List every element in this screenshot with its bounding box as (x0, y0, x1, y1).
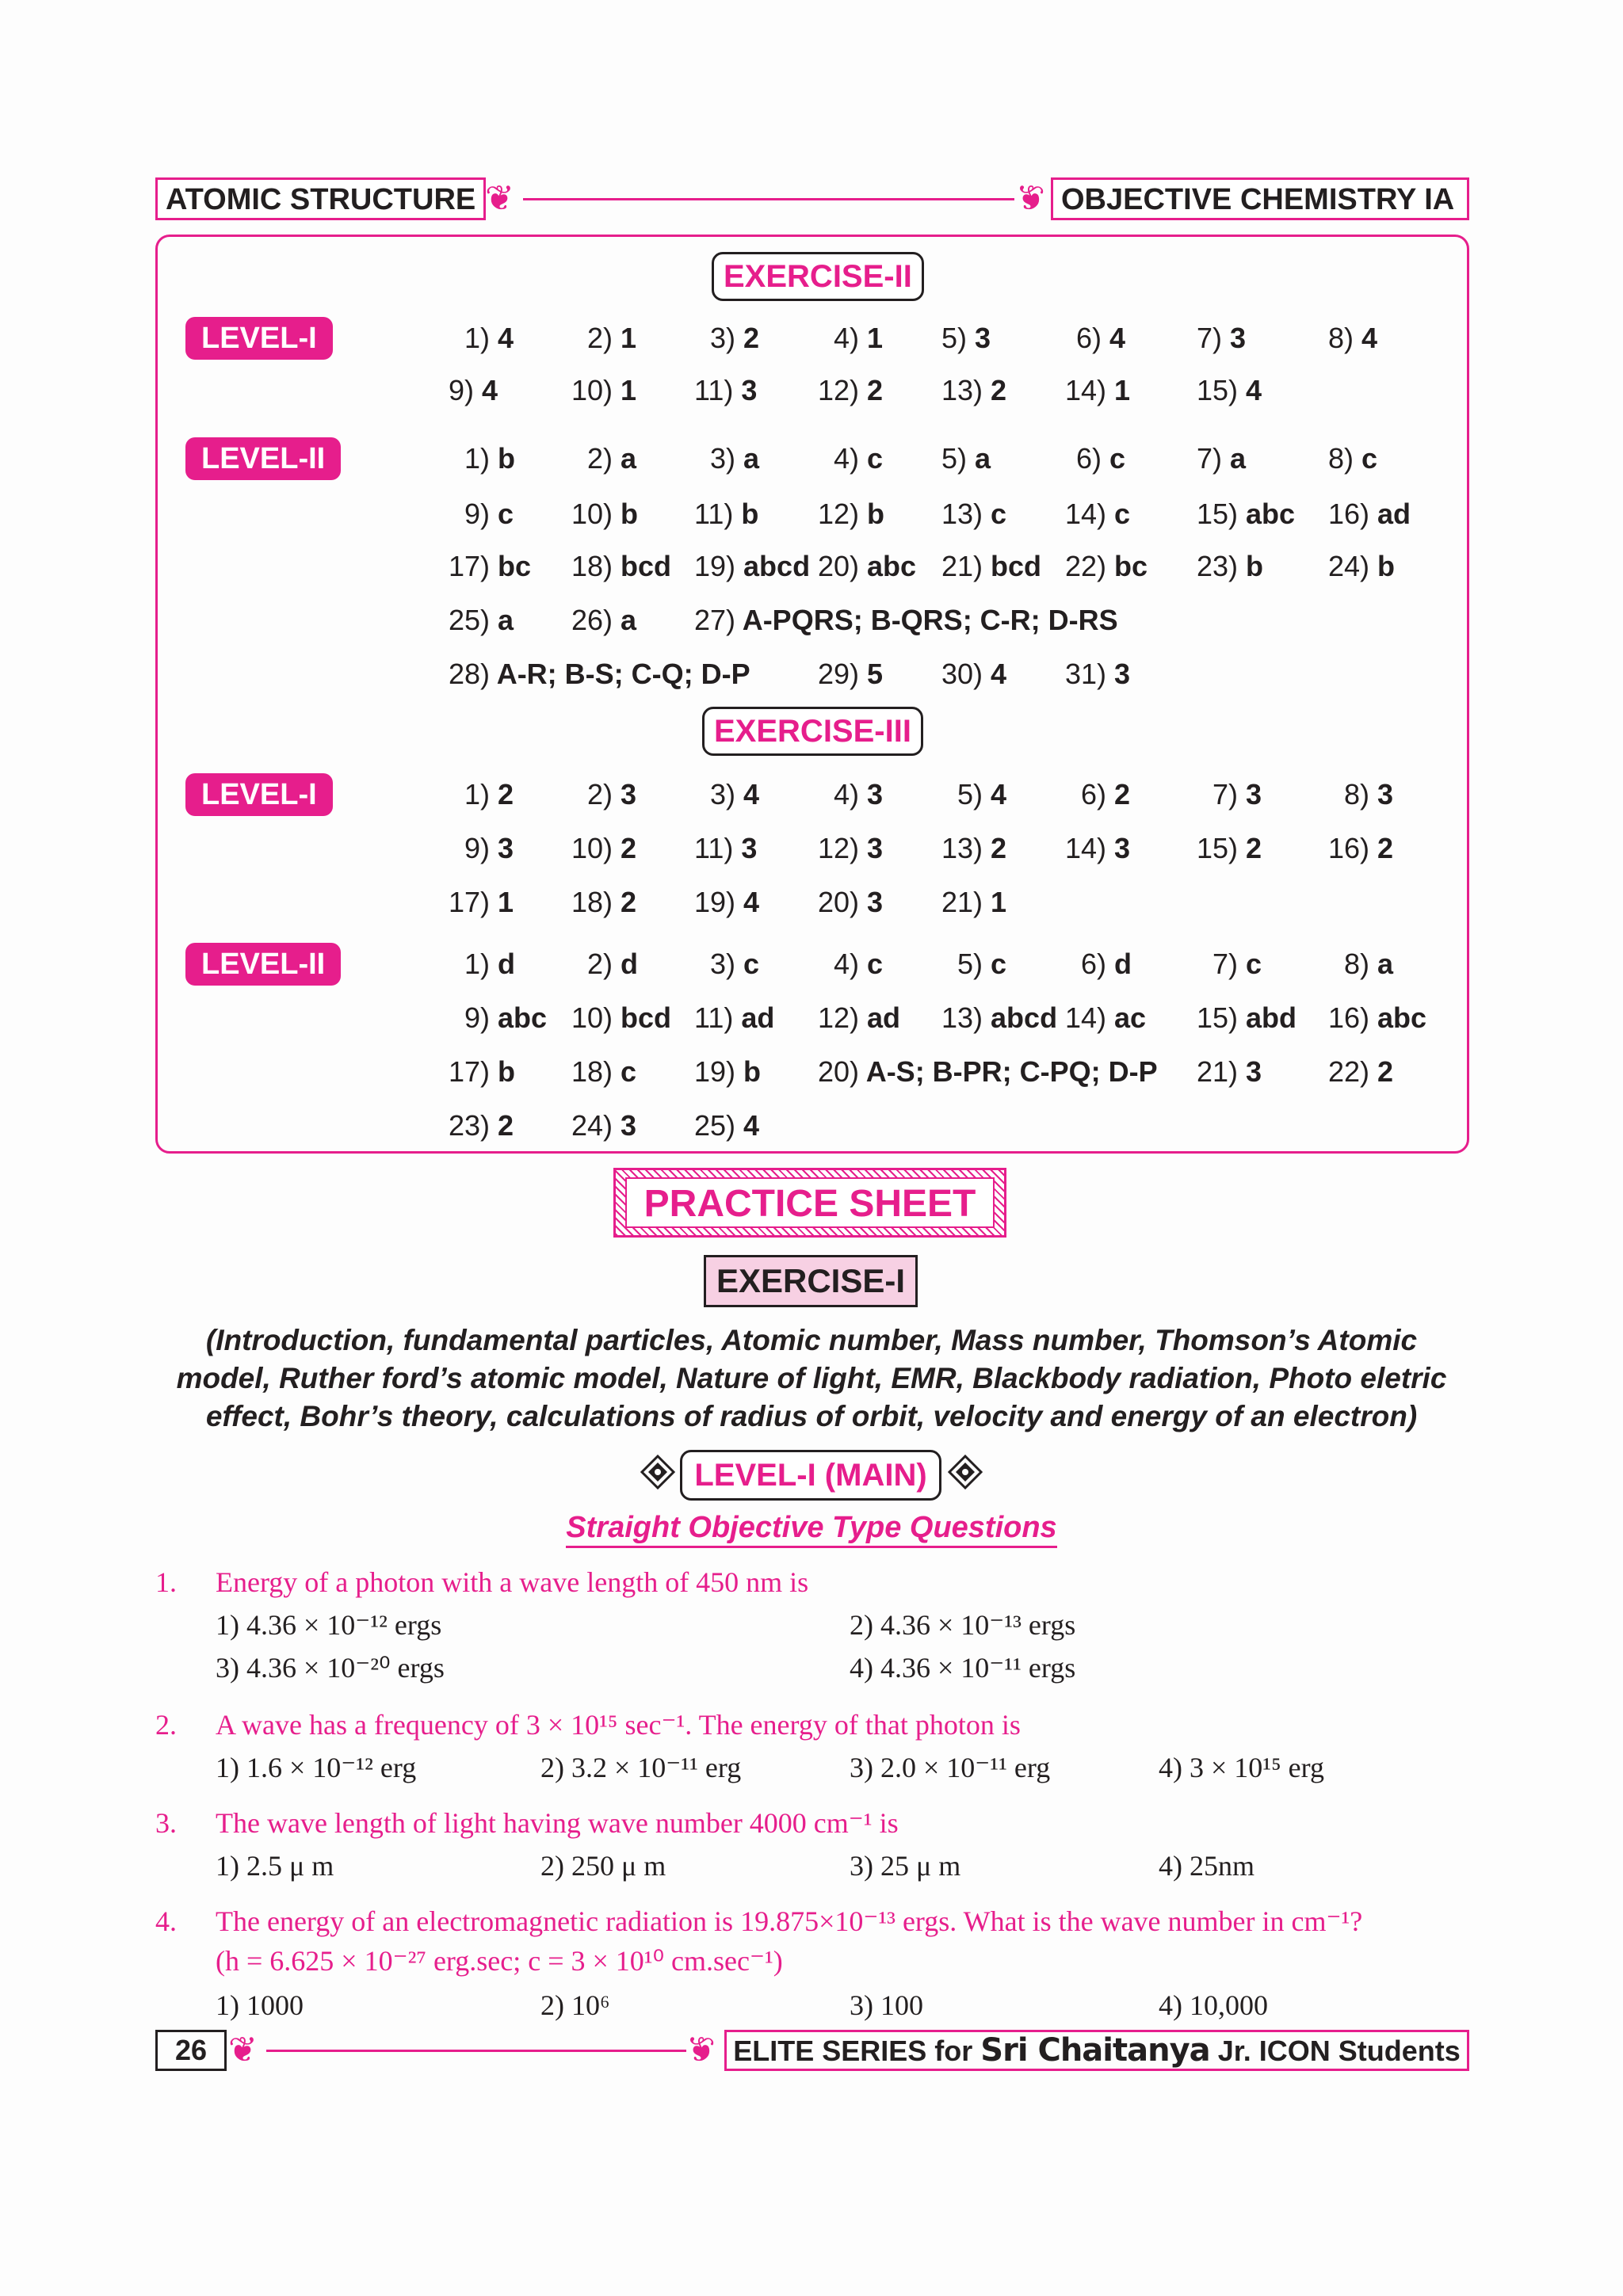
answer-entry: 1) d (464, 948, 516, 980)
answer-entry: 12) b (818, 498, 885, 530)
question-1-number: 1. (155, 1566, 177, 1598)
answer-entry: 9) 4 (449, 374, 498, 406)
answer-entry: 17) bc (449, 550, 532, 582)
answer-entry: 1) 4 (464, 322, 514, 354)
answer-entry: 3) c (710, 948, 760, 980)
ex3-level-i-badge: LEVEL-I (185, 773, 333, 816)
answer-entry: 7) c (1212, 948, 1262, 980)
answer-entry: 3) 4 (710, 778, 760, 810)
question-2-text: A wave has a frequency of 3 × 10¹⁵ sec⁻¹. The energy of that photon is (216, 1709, 1021, 1741)
question-3-text: The wave length of light having wave number 4000 cm⁻¹ is (216, 1807, 899, 1839)
question-4-option-3: 3) 100 (850, 1989, 923, 2021)
answer-entry: 15) 2 (1197, 832, 1262, 864)
question-2-option-3: 3) 2.0 × 10⁻¹¹ erg (850, 1752, 1051, 1783)
question-4-option-4: 4) 10,000 (1159, 1989, 1268, 2021)
footer-series-label: ELITE SERIES for Sri Chaitanya Jr. ICON Students (724, 2030, 1469, 2071)
question-1-option-2: 2) 4.36 × 10⁻¹³ ergs (850, 1609, 1076, 1641)
answer-entry: 13) abcd (941, 1001, 1058, 1034)
flourish-ornament-icon: ❦ (686, 2031, 716, 2069)
answer-entry: 7) a (1197, 442, 1247, 475)
question-1-option-4: 4) 4.36 × 10⁻¹¹ ergs (850, 1652, 1076, 1684)
exercise-i-title: EXERCISE-I (704, 1255, 918, 1307)
answer-entry: 11) 3 (694, 374, 758, 406)
answer-entry: 10) bcd (571, 1001, 672, 1034)
flourish-ornament-icon: ❦ (485, 179, 514, 218)
question-3-number: 3. (155, 1807, 177, 1839)
answer-entry: 3) a (710, 442, 760, 475)
answer-entry: 31) 3 (1065, 658, 1131, 690)
answer-entry: 21) 1 (941, 886, 1007, 918)
answer-entry: 14) 3 (1065, 832, 1131, 864)
answer-entry: 12) 3 (818, 832, 884, 864)
question-2-option-4: 4) 3 × 10¹⁵ erg (1159, 1752, 1324, 1783)
answer-entry: 1) 2 (464, 778, 514, 810)
topics-list: (Introduction, fundamental particles, Atomic number, Mass number, Thomson’s Atomic model, Ruther ford’s atomic model, Nature of light, EMR, Blackbody radiation, Photo eletric effect, Bohr’s theory, calculations of radius of orbit, velocity and energy of an electron) (176, 1324, 1447, 1432)
answer-entry: 8) 3 (1344, 778, 1394, 810)
flourish-ornament-icon: ❦ (228, 2031, 258, 2069)
answer-entry: 15) abd (1197, 1001, 1297, 1034)
answer-entry: 2) 3 (587, 778, 637, 810)
answer-entry: 2) 1 (587, 322, 637, 354)
answer-entry: 15) abc (1197, 498, 1296, 530)
practice-sheet-title: PRACTICE SHEET (625, 1177, 995, 1228)
answer-entry: 17) b (449, 1055, 516, 1088)
answer-entry: 12) 2 (818, 374, 884, 406)
answer-entry: 5) 4 (957, 778, 1007, 810)
question-4-text: The energy of an electromagnetic radiation is 19.875×10⁻¹³ ergs. What is the wave number in cm⁻¹? (216, 1905, 1363, 1937)
answer-entry: 13) 2 (941, 374, 1007, 406)
answer-entry: 28) A-R; B-S; C-Q; D-P (449, 658, 750, 690)
question-3-option-3: 3) 25 μ m (850, 1850, 961, 1882)
answer-entry: 2) d (587, 948, 639, 980)
answer-entry: 4) 1 (834, 322, 884, 354)
ex2-level-ii-badge: LEVEL-II (185, 437, 341, 480)
answer-entry: 10) b (571, 498, 639, 530)
answer-entry: 17) 1 (449, 886, 514, 918)
answer-entry: 19) 4 (694, 886, 760, 918)
answer-entry: 5) a (941, 442, 991, 475)
answer-entry: 25) a (449, 604, 514, 636)
answer-entry: 3) 2 (710, 322, 760, 354)
answer-entry: 5) c (957, 948, 1007, 980)
ornament-diamond-icon (640, 1455, 675, 1489)
question-4-constants: (h = 6.625 × 10⁻²⁷ erg.sec; c = 3 × 10¹⁰ cm.sec⁻¹) (216, 1945, 783, 1977)
level-i-main-title: LEVEL-I (MAIN) (680, 1450, 941, 1501)
question-1-text (216, 1564, 808, 1600)
answer-entry: 16) abc (1328, 1001, 1427, 1034)
answer-entry: 20) A-S; B-PR; C-PQ; D-P (818, 1055, 1158, 1088)
answer-entry: 26) a (571, 604, 637, 636)
answer-entry: 9) 3 (464, 832, 514, 864)
answer-entry: 6) c (1076, 442, 1126, 475)
answer-entry: 13) c (941, 498, 1007, 530)
answer-entry: 4) 3 (834, 778, 884, 810)
answer-entry: 14) c (1065, 498, 1131, 530)
question-3-option-1: 1) 2.5 μ m (216, 1850, 334, 1882)
answer-entry: 23) b (1197, 550, 1264, 582)
page-number: 26 (155, 2030, 227, 2071)
ex2-level-i-badge: LEVEL-I (185, 317, 333, 360)
answer-entry: 11) b (694, 498, 759, 530)
answer-entry: 6) 4 (1076, 322, 1126, 354)
answer-entry: 13) 2 (941, 832, 1007, 864)
exercise-iii-title: EXERCISE-III (702, 707, 923, 756)
answer-entry: 15) 4 (1197, 374, 1262, 406)
answer-entry: 20) abc (818, 550, 917, 582)
answer-entry: 8) 4 (1328, 322, 1378, 354)
answer-entry: 4) c (834, 948, 884, 980)
answer-entry: 16) ad (1328, 498, 1411, 530)
answer-entry: 22) bc (1065, 550, 1148, 582)
answer-entry: 2) a (587, 442, 637, 475)
answer-entry: 8) c (1328, 442, 1378, 475)
answer-entry: 9) abc (464, 1001, 548, 1034)
answer-entry: 7) 3 (1197, 322, 1247, 354)
answer-entry: 6) 2 (1081, 778, 1131, 810)
brand-name: Sri Chaitanya (980, 2032, 1210, 2069)
question-text: Energy of a photon with a wave length of 450 nm is (216, 1566, 809, 1598)
ex3-level-ii-badge: LEVEL-II (185, 943, 341, 986)
question-2-option-2: 2) 3.2 × 10⁻¹¹ erg (540, 1752, 742, 1783)
answer-entry: 24) b (1328, 550, 1396, 582)
answer-entry: 11) ad (694, 1001, 775, 1034)
question-2-number: 2. (155, 1709, 177, 1741)
answer-entry: 24) 3 (571, 1109, 637, 1142)
answer-entry: 21) bcd (941, 550, 1042, 582)
answer-entry: 27) A-PQRS; B-QRS; C-R; D-RS (694, 604, 1118, 636)
answer-entry: 14) ac (1065, 1001, 1147, 1034)
answer-entry: 23) 2 (449, 1109, 514, 1142)
exercise-ii-title: EXERCISE-II (712, 252, 924, 301)
answer-entry: 7) 3 (1212, 778, 1262, 810)
answer-entry: 19) abcd (694, 550, 811, 582)
answer-entry: 11) 3 (694, 832, 758, 864)
answer-entry: 12) ad (818, 1001, 901, 1034)
question-1-option-1: 1) 4.36 × 10⁻¹² ergs (216, 1609, 442, 1641)
answer-entry: 16) 2 (1328, 832, 1394, 864)
answer-entry: 1) b (464, 442, 516, 475)
answer-entry: 25) 4 (694, 1109, 760, 1142)
answer-entry: 19) b (694, 1055, 762, 1088)
answer-entry: 14) 1 (1065, 374, 1131, 406)
question-1-option-3: 3) 4.36 × 10⁻²⁰ ergs (216, 1652, 445, 1684)
question-3-option-4: 4) 25nm (1159, 1850, 1254, 1882)
answer-entry: 29) 5 (818, 658, 884, 690)
header-rule (523, 198, 1014, 200)
answer-entry: 18) bcd (571, 550, 672, 582)
answer-entry: 8) a (1344, 948, 1394, 980)
answer-entry: 4) c (834, 442, 884, 475)
answer-entry: 22) 2 (1328, 1055, 1394, 1088)
question-3-option-2: 2) 250 μ m (540, 1850, 666, 1882)
header-subject-title: OBJECTIVE CHEMISTRY IA (1051, 177, 1469, 220)
answer-entry: 9) c (464, 498, 514, 530)
answer-entry: 6) d (1081, 948, 1132, 980)
section-subtitle: Straight Objective Type Questions (0, 1508, 1623, 1547)
flourish-ornament-icon: ❦ (1016, 179, 1045, 218)
question-4-option-2: 2) 10⁶ (540, 1989, 610, 2021)
question-4-option-1: 1) 1000 (216, 1989, 304, 2021)
answer-entry: 21) 3 (1197, 1055, 1262, 1088)
answer-entry: 18) c (571, 1055, 637, 1088)
answer-entry: 18) 2 (571, 886, 637, 918)
header-chapter-title: ATOMIC STRUCTURE (155, 177, 486, 220)
question-4-number: 4. (155, 1905, 177, 1937)
question-2-option-1: 1) 1.6 × 10⁻¹² erg (216, 1752, 417, 1783)
ornament-diamond-icon (948, 1455, 983, 1489)
answer-entry: 10) 2 (571, 832, 637, 864)
answer-entry: 20) 3 (818, 886, 884, 918)
footer-rule (266, 2050, 686, 2052)
answer-entry: 10) 1 (571, 374, 637, 406)
answer-entry: 30) 4 (941, 658, 1007, 690)
practice-sheet-banner (613, 1168, 1006, 1238)
answer-entry: 5) 3 (941, 322, 991, 354)
